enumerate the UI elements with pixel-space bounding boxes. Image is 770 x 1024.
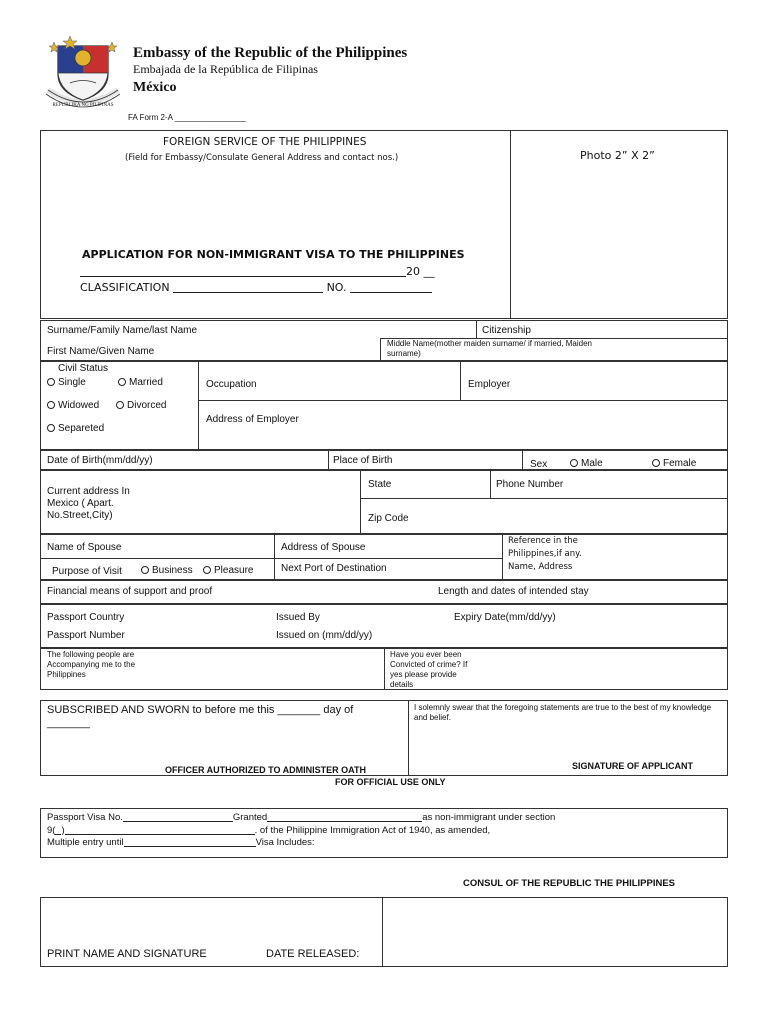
zip-code-label[interactable]: Zip Code	[368, 513, 409, 524]
form-title: APPLICATION FOR NON-IMMIGRANT VISA TO THE PHILIPPINES	[82, 248, 465, 261]
phone-label[interactable]: Phone Number	[496, 479, 564, 490]
expiry-date-label[interactable]: Expiry Date(mm/dd/yy)	[454, 612, 556, 623]
civil-status-label: Civil Status	[58, 363, 109, 374]
country-name: México	[133, 80, 177, 95]
classification-line[interactable]: CLASSIFICATION NO.	[80, 281, 432, 294]
state-label[interactable]: State	[368, 479, 392, 490]
consul-label: CONSUL OF THE REPUBLIC THE PHILIPPINES	[463, 878, 676, 889]
passport-number-label[interactable]: Passport Number	[47, 630, 125, 641]
current-address-label[interactable]: Current address In Mexico ( Apart. No.Street,City)	[47, 486, 130, 521]
officer-label: OFFICER AUTHORIZED TO ADMINISTER OATH	[165, 765, 366, 775]
next-port-label[interactable]: Next Port of Destination	[281, 563, 387, 574]
radio-male[interactable]: Male	[570, 458, 603, 470]
radio-separated[interactable]: Separeted	[47, 423, 104, 435]
accompanying-label[interactable]: The following people are Accompanying me to the Philippines	[47, 650, 136, 679]
visa-details-block[interactable]: Passport Visa No. Granted as non-immigrant under section 9( ) . of the Philippine Immigration Act of 1940, as amended, Multiple entry until Visa Includes:	[47, 812, 556, 848]
solemn-oath-text: I solemnly swear that the foregoing statements are true to the best of my knowledge and belief.	[414, 703, 712, 722]
spouse-address-label[interactable]: Address of Spouse	[281, 542, 366, 553]
radio-female[interactable]: Female	[652, 458, 696, 470]
spouse-name-label[interactable]: Name of Spouse	[47, 542, 122, 553]
radio-married[interactable]: Married	[118, 377, 163, 389]
sworn-statement: SUBSCRIBED AND SWORN to before me this _______ day of	[47, 704, 354, 716]
first-name-label[interactable]: First Name/Given Name	[47, 346, 155, 357]
citizenship-label[interactable]: Citizenship	[482, 325, 531, 336]
philippine-seal	[40, 28, 126, 108]
sworn-blank[interactable]: _______	[47, 717, 90, 729]
employer-label[interactable]: Employer	[468, 379, 511, 390]
sex-label: Sex	[530, 459, 548, 470]
radio-single[interactable]: Single	[47, 377, 86, 389]
date-line[interactable]: 20 __	[80, 265, 435, 278]
foreign-service-title: FOREIGN SERVICE OF THE PHILIPPINES	[163, 136, 367, 148]
dob-label[interactable]: Date of Birth(mm/dd/yy)	[47, 455, 153, 466]
applicant-signature-label: SIGNATURE OF APPLICANT	[572, 761, 693, 771]
crime-question-label[interactable]: Have you ever been Convicted of crime? If yes please provide details	[390, 650, 468, 689]
length-of-stay-label[interactable]: Length and dates of intended stay	[438, 586, 589, 597]
embassy-address-note: (Field for Embassy/Consulate General Address and contact nos.)	[125, 153, 399, 163]
reference-label[interactable]: Reference in the Philippines,if any. Name, Address	[508, 536, 582, 572]
radio-pleasure[interactable]: Pleasure	[203, 565, 253, 577]
form-number: FA Form 2-A ________________	[128, 113, 246, 122]
passport-country-label[interactable]: Passport Country	[47, 612, 125, 623]
middle-name-label[interactable]: Middle Name(mother maiden surname/ if married, Maiden surname)	[387, 339, 592, 358]
date-released-label[interactable]: DATE RELEASED:	[266, 948, 360, 960]
svg-text:REPUBLIKA NG PILIPINAS: REPUBLIKA NG PILIPINAS	[52, 103, 114, 108]
official-use-heading: FOR OFFICIAL USE ONLY	[335, 777, 446, 787]
radio-widowed[interactable]: Widowed	[47, 400, 99, 412]
employer-address-label[interactable]: Address of Employer	[206, 414, 299, 425]
occupation-label[interactable]: Occupation	[206, 379, 257, 390]
print-name-signature-label[interactable]: PRINT NAME AND SIGNATURE	[47, 948, 207, 960]
embassy-name: Embassy of the Republic of the Philippines	[133, 45, 408, 61]
radio-divorced[interactable]: Divorced	[116, 400, 166, 412]
issued-on-label[interactable]: Issued on (mm/dd/yy)	[276, 630, 373, 641]
purpose-label: Purpose of Visit	[52, 566, 122, 577]
place-of-birth-label[interactable]: Place of Birth	[333, 455, 393, 466]
issued-by-label[interactable]: Issued By	[276, 612, 320, 623]
photo-placeholder: Photo 2” X 2”	[580, 149, 655, 162]
financial-means-label[interactable]: Financial means of support and proof	[47, 586, 213, 597]
radio-business[interactable]: Business	[141, 565, 193, 577]
surname-label[interactable]: Surname/Family Name/last Name	[47, 325, 198, 336]
embassy-name-spanish: Embajada de la República de Filipinas	[133, 62, 318, 76]
